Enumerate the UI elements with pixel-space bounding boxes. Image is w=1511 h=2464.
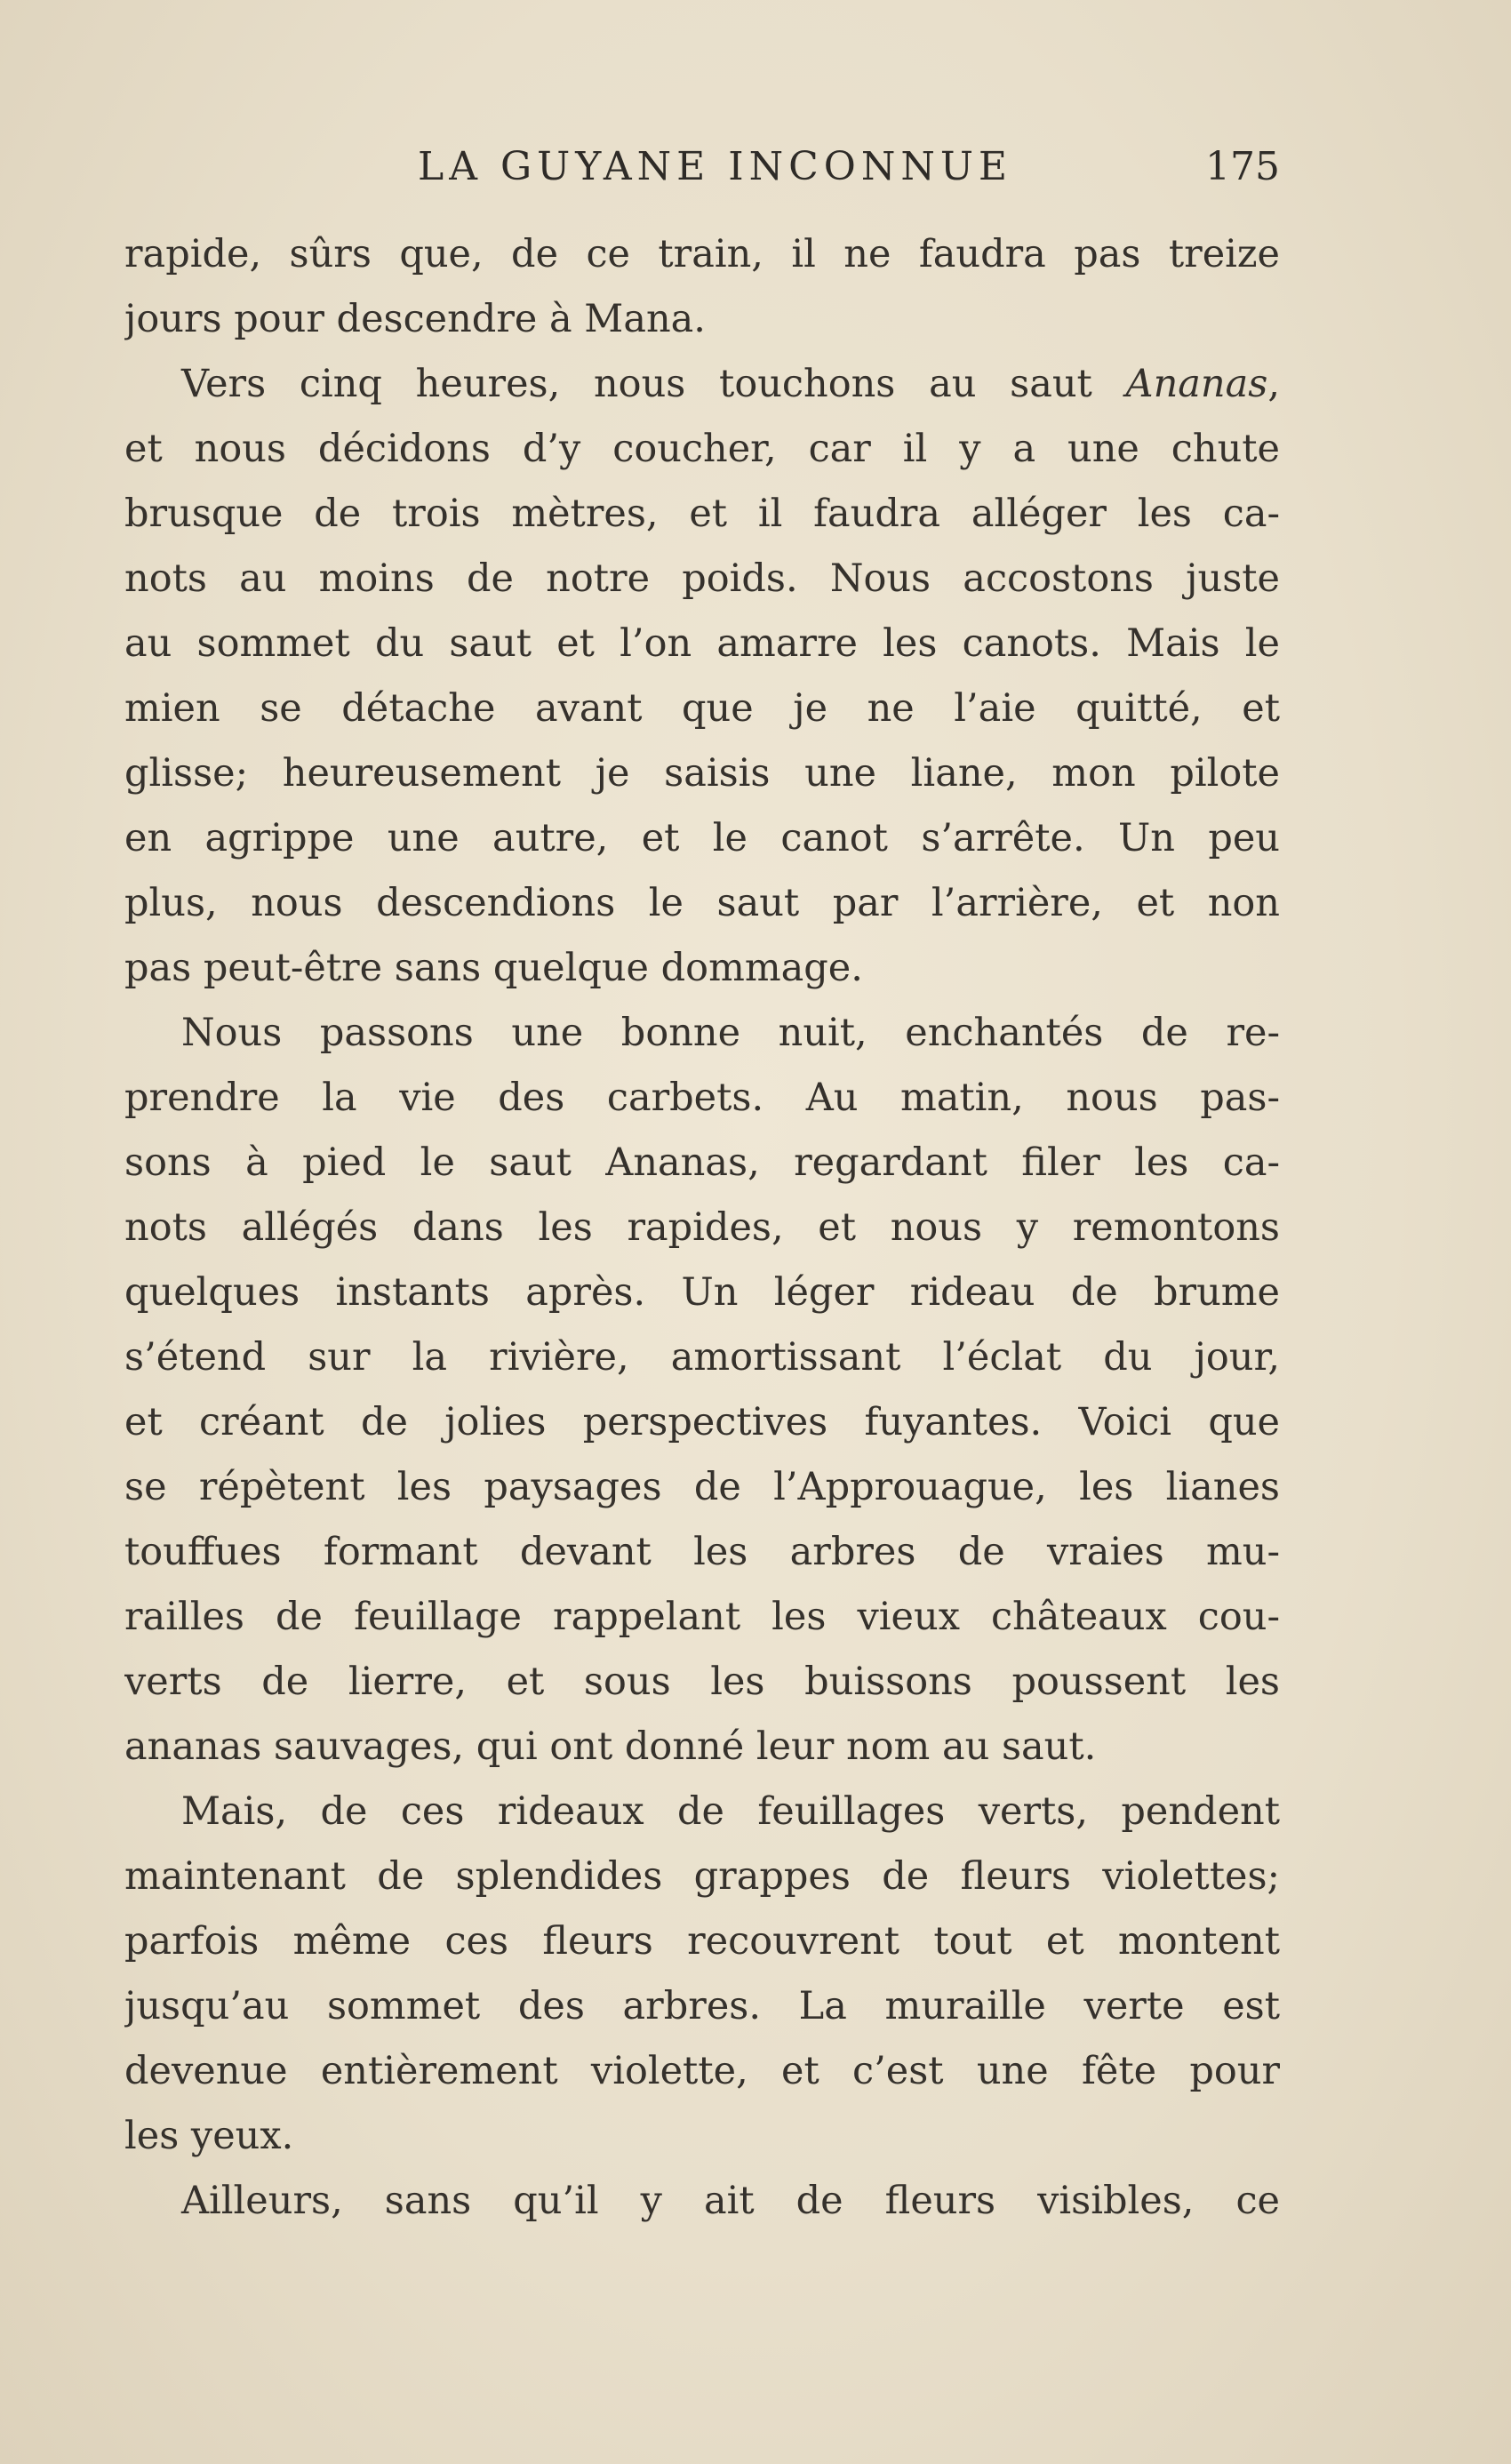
text-line: verts de lierre, et sous les buissons poussent les (124, 1660, 1280, 1704)
text-line: devenue entièrement violette, et c’est une fête pour (124, 2049, 1280, 2093)
text-line: jusqu’au sommet des arbres. La muraille verte est (124, 1984, 1280, 2028)
text-line: parfois même ces fleurs recouvrent tout et montent (124, 1919, 1280, 1964)
text-line: au sommet du saut et l’on amarre les canots. Mais le (124, 621, 1280, 666)
text-line: railles de feuillage rappelant les vieux châteaux cou- (124, 1595, 1280, 1639)
text-line: sons à pied le saut Ananas, regardant filer les ca- (124, 1140, 1280, 1185)
text-line: en agrippe une autre, et le canot s’arrête. Un peu (124, 816, 1280, 860)
text-line: ananas sauvages, qui ont donné leur nom au saut. (124, 1724, 1097, 1769)
text-line: Nous passons une bonne nuit, enchantés de re- (181, 1011, 1280, 1055)
text-line: nots allégés dans les rapides, et nous y remontons (124, 1205, 1280, 1250)
running-title: LA GUYANE INCONNUE (418, 144, 1013, 189)
text-line (124, 352, 1280, 417)
body-text (124, 222, 1280, 2234)
text-line-start: Vers cinq heures, nous touchons au saut (181, 362, 1126, 406)
text-line: maintenant de splendides grappes de fleurs violettes; (124, 1854, 1280, 1899)
text-line: pas peut-être sans quelque dommage. (124, 946, 863, 990)
text-line: quelques instants après. Un léger rideau de brume (124, 1270, 1280, 1315)
text-line: plus, nous descendions le saut par l’arrière, et non (124, 881, 1280, 925)
text-line: jours pour descendre à Mana. (124, 297, 706, 341)
text-line: prendre la vie des carbets. Au matin, nous pas- (124, 1076, 1280, 1120)
text-line: s’étend sur la rivière, amortissant l’éclat du jour, (124, 1335, 1280, 1380)
text-line: mien se détache avant que je ne l’aie quitté, et (124, 686, 1280, 731)
text-line: les yeux. (124, 2114, 294, 2158)
text-punctuation: , (1267, 362, 1280, 406)
text-line: brusque de trois mètres, et il faudra alléger les ca- (124, 492, 1280, 536)
page-number: 175 (1205, 144, 1280, 189)
text-line: glisse; heureusement je saisis une liane, mon pilote (124, 751, 1280, 796)
text-line: touffues formant devant les arbres de vraies mu- (124, 1530, 1280, 1574)
text-line: se répètent les paysages de l’Approuague, les lianes (124, 1465, 1280, 1509)
text-line: rapide, sûrs que, de ce train, il ne faudra pas treize (124, 232, 1280, 276)
text-line: et créant de jolies perspectives fuyantes. Voici que (124, 1400, 1280, 1444)
text-line: Ailleurs, sans qu’il y ait de fleurs visibles, ce (181, 2179, 1280, 2223)
text-line: Mais, de ces rideaux de feuillages verts, pendent (181, 1789, 1280, 1834)
italic-place-name: Ananas (1125, 362, 1268, 406)
text-line: nots au moins de notre poids. Nous accostons juste (124, 556, 1280, 601)
running-head (124, 140, 1280, 194)
text-line: et nous décidons d’y coucher, car il y a une chute (124, 427, 1280, 471)
